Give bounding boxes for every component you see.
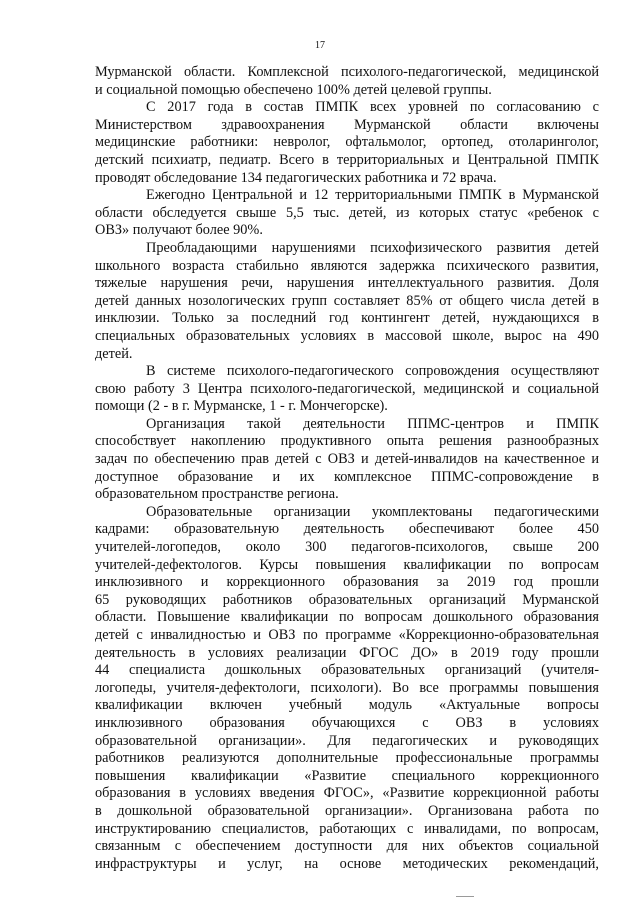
text-line: инклюзивного образования обучающихся с ОВЗ в условиях [95,714,599,731]
text-line: В системе психолого-педагогического сопровождения осуществляют [146,363,599,380]
text-line: в дошкольной образовательной организации». Организована работа по [95,802,599,819]
text-line: специальных образовательных условиях в массовой школе, вырос на 490 [95,327,599,344]
text-line: детей с инвалидностью и ОВЗ по программе «Коррекционно-образовательная [95,627,599,643]
text-line: детей данных нозологических групп составляет 85% от общего числа детей в [95,292,599,309]
text-line: работников реализуются дополнительные профессиональные программы [95,750,599,767]
text-line: кадрами: образовательную деятельность обеспечивают более 450 [95,521,599,538]
text-line: 65 руководящих работников образовательных организаций Мурманской [95,591,599,608]
text-line: учителей-логопедов, около 300 педагогов-психологов, свыше 200 [95,539,599,556]
text-line: связанным с обеспечением доступности для них объектов социальной [95,838,599,855]
text-line: инструктированию специалистов, работающих с инвалидами, по вопросам, [95,820,599,837]
document-body [95,64,599,873]
text-line: проводят обследование 134 педагогических работника и 72 врача. [95,169,497,186]
text-line: и социальной помощью обеспечено 100% детей целевой группы. [95,81,492,98]
text-line: медицинские работники: невролог, офтальмолог, ортопед, отоларинголог, [95,134,599,151]
text-line: тяжелые нарушения речи, нарушения интеллектуального развития. Доля [95,275,599,292]
text-line: логопеды, учителя-дефектологи, психологи). Во все программы повышения [95,679,599,696]
page-number: 17 [315,40,325,51]
text-line: свою работу 3 Центра психолого-педагогической, медицинской и социальной [95,380,599,397]
text-line: Организация такой деятельности ППМС-центров и ПМПК [146,415,599,432]
text-line: школьного возраста стабильно являются задержка психического развития, [95,257,599,274]
text-line: учителей-дефектологов. Курсы повышения квалификации по вопросам [95,556,599,573]
text-line: инклюзии. Только за последний год контингент детей, нуждающихся в [95,310,599,327]
text-line: способствует накоплению продуктивного опыта решения разнообразных [95,433,599,450]
text-line: доступное образование и их комплексное ППМС-сопровождение в [95,468,599,485]
text-line: образования в условиях введения ФГОС», «Развитие коррекционной работы [95,785,599,802]
text-line: Министерством здравоохранения Мурманской области включены [95,116,599,133]
text-line: образовательном пространстве региона. [95,486,339,503]
text-line: квалификации включен учебный модуль «Актуальные вопросы [95,697,599,714]
text-line: области обследуется свыше 5,5 тыс. детей, из которых статус «ребенок с [95,204,599,221]
text-line: Преобладающими нарушениями психофизического развития детей [146,239,599,256]
text-line: Ежегодно Центральной и 12 территориальными ПМПК в Мурманской [146,187,599,204]
text-line: детей. [95,345,133,362]
text-line: инклюзивного и коррекционного образования за 2019 год прошли [95,574,599,591]
text-line: С 2017 года в состав ПМПК всех уровней по согласованию с [146,99,599,116]
text-line: 44 специалиста дошкольных образовательных организаций (учителя- [95,662,599,679]
text-line: детский психиатр, педиатр. Всего в территориальных и Центральной ПМПК [95,151,599,168]
text-line: Образовательные организации укомплектованы педагогическими [146,503,599,520]
text-line: помощи (2 - в г. Мурманске, 1 - г. Мончегорске). [95,398,388,415]
text-line: области. Повышение квалификации по вопросам дошкольного образования [95,609,599,626]
text-line: деятельность в условиях реализации ФГОС ДО» в 2019 году прошли [95,644,599,661]
footer-scan-mark [456,896,474,897]
text-line: образовательной организации». Для педагогических и руководящих [95,732,599,749]
text-line: задач по обеспечению прав детей с ОВЗ и детей-инвалидов на качественное и [95,451,599,468]
text-line: повышения квалификации «Развитие специального коррекционного [95,767,599,784]
text-line: инфраструктуры и услуг, на основе методических рекомендаций, [95,855,599,872]
text-line: ОВЗ» получают более 90%. [95,222,263,239]
text-line: Мурманской области. Комплексной психолого-педагогической, медицинской [95,64,599,80]
